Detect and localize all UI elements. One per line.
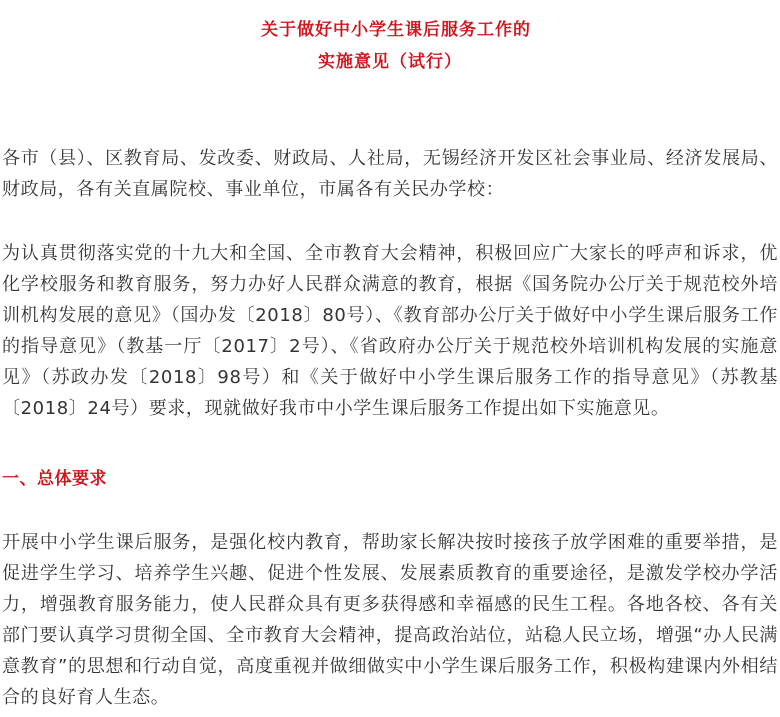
title-line-2: 实施意见（试行） [318,52,462,72]
section-heading-general-requirements: 一、总体要求 [2,469,107,489]
intro-paragraph: 为认真贯彻落实党的十九大和全国、全市教育大会精神，积极回应广大家长的呼声和诉求，优化学校服务和教育服务，努力办好人民群众满意的教育，根据《国务院办公厅关于规范校外培训机构发展的意见》（国办发〔2018〕80号）、《教育部办公厅关于做好中小学生课后服务工作的指导意见》（教基一厅〔2017〕2号）、《省政府办公厅关于规范校外培训机构发展的实施意见》（苏政办发〔2018〕98号）和《关于做好中小学生课后服务工作的指导意见》（苏教基〔2018〕24号）要求，现就做好我市中小学生课后服务工作提出如下实施意见。 [2,243,778,419]
section-body-general-requirements: 开展中小学生课后服务，是强化校内教育，帮助家长解决按时接孩子放学困难的重要举措，是促进学生学习、培养学生兴趣、促进个性发展、发展素质教育的重要途径，是激发学校办学活力，增强教育服务能力，使人民群众具有更多获得感和幸福感的民生工程。各地各校、各有关部门要认真学习贯彻全国、全市教育大会精神，提高政治站位，站稳人民立场，增强“办人民满意教育”的思想和行动自觉，高度重视并做细做实中小学生课后服务工作，积极构建课内外相结合的良好育人生态。 [2,532,778,708]
addressees-paragraph: 各市（县）、区教育局、发改委、财政局、人社局，无锡经济开发区社会事业局、经济发展局、财政局，各有关直属院校、事业单位，市属各有关民办学校： [2,148,778,200]
document-title [0,14,780,78]
title-line-1: 关于做好中小学生课后服务工作的 [261,20,531,40]
